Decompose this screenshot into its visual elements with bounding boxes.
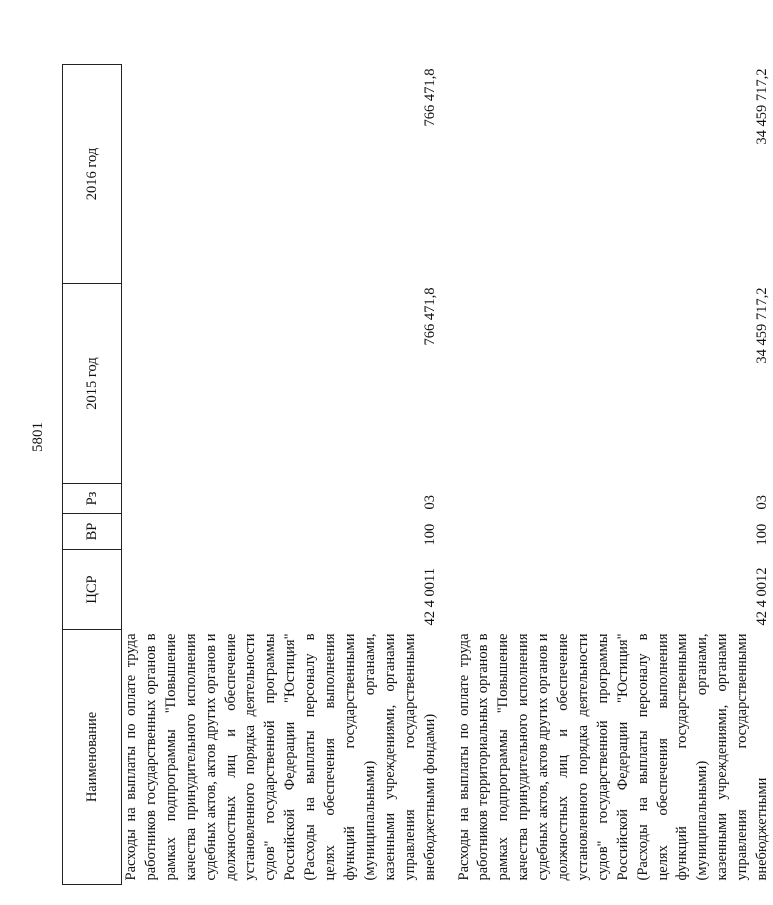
table-header-row — [63, 65, 122, 885]
row-2016-value: 34 459 717,2 — [754, 68, 771, 145]
header-vr: ВР — [63, 514, 122, 550]
row-name: Расходы на выплаты по оплате труда работников территориальных органов в рамках подпрограммы "Повышение качества принудительного исполнения судебных актов, актов других органов и должностных лиц и обеспечение установленного порядка деятельности судов" государственной программы Российской Федерации "Юстиция" (Расходы на выплаты персоналу в целях обеспечения выполнения функций государственными (муниципальными) органами, казенными учреждениями, органами управления государственными внебюджетными — [455, 633, 771, 881]
page-number: 5801 — [30, 422, 46, 452]
row-rz: 03 — [421, 495, 438, 510]
header-rz: Рз — [63, 484, 122, 514]
row-vr: 100 — [754, 523, 771, 546]
budget-table — [62, 64, 773, 885]
row-2015-value: 766 471,8 — [421, 287, 438, 346]
row-rz: 03 — [754, 495, 771, 510]
row-csr: 42 4 0012 — [754, 567, 771, 626]
table-row — [441, 65, 773, 885]
header-2015: 2015 год — [63, 284, 122, 484]
table-row — [122, 65, 441, 885]
row-name: Расходы на выплаты по оплате труда работников государственных органов в рамках подпрограммы "Повышение качества принудительного исполнения судебных актов, актов других органов и должностных лиц и обеспечение установленного порядка деятельности судов" государственной программы Российской Федерации "Юстиция" (Расходы на выплаты персоналу в целях обеспечения выполнения функций государственными (муниципальными) органами, казенными учреждениями, органами управления государственными внебюджетными фондами) — [123, 633, 438, 881]
row-vr: 100 — [421, 523, 438, 546]
header-csr: ЦСР — [63, 550, 122, 630]
row-2016-value: 766 471,8 — [421, 68, 438, 127]
header-2016: 2016 год — [63, 65, 122, 284]
row-2015-value: 34 459 717,2 — [754, 287, 771, 364]
header-name: Наименование — [63, 630, 122, 885]
row-csr: 42 4 0011 — [421, 568, 438, 626]
